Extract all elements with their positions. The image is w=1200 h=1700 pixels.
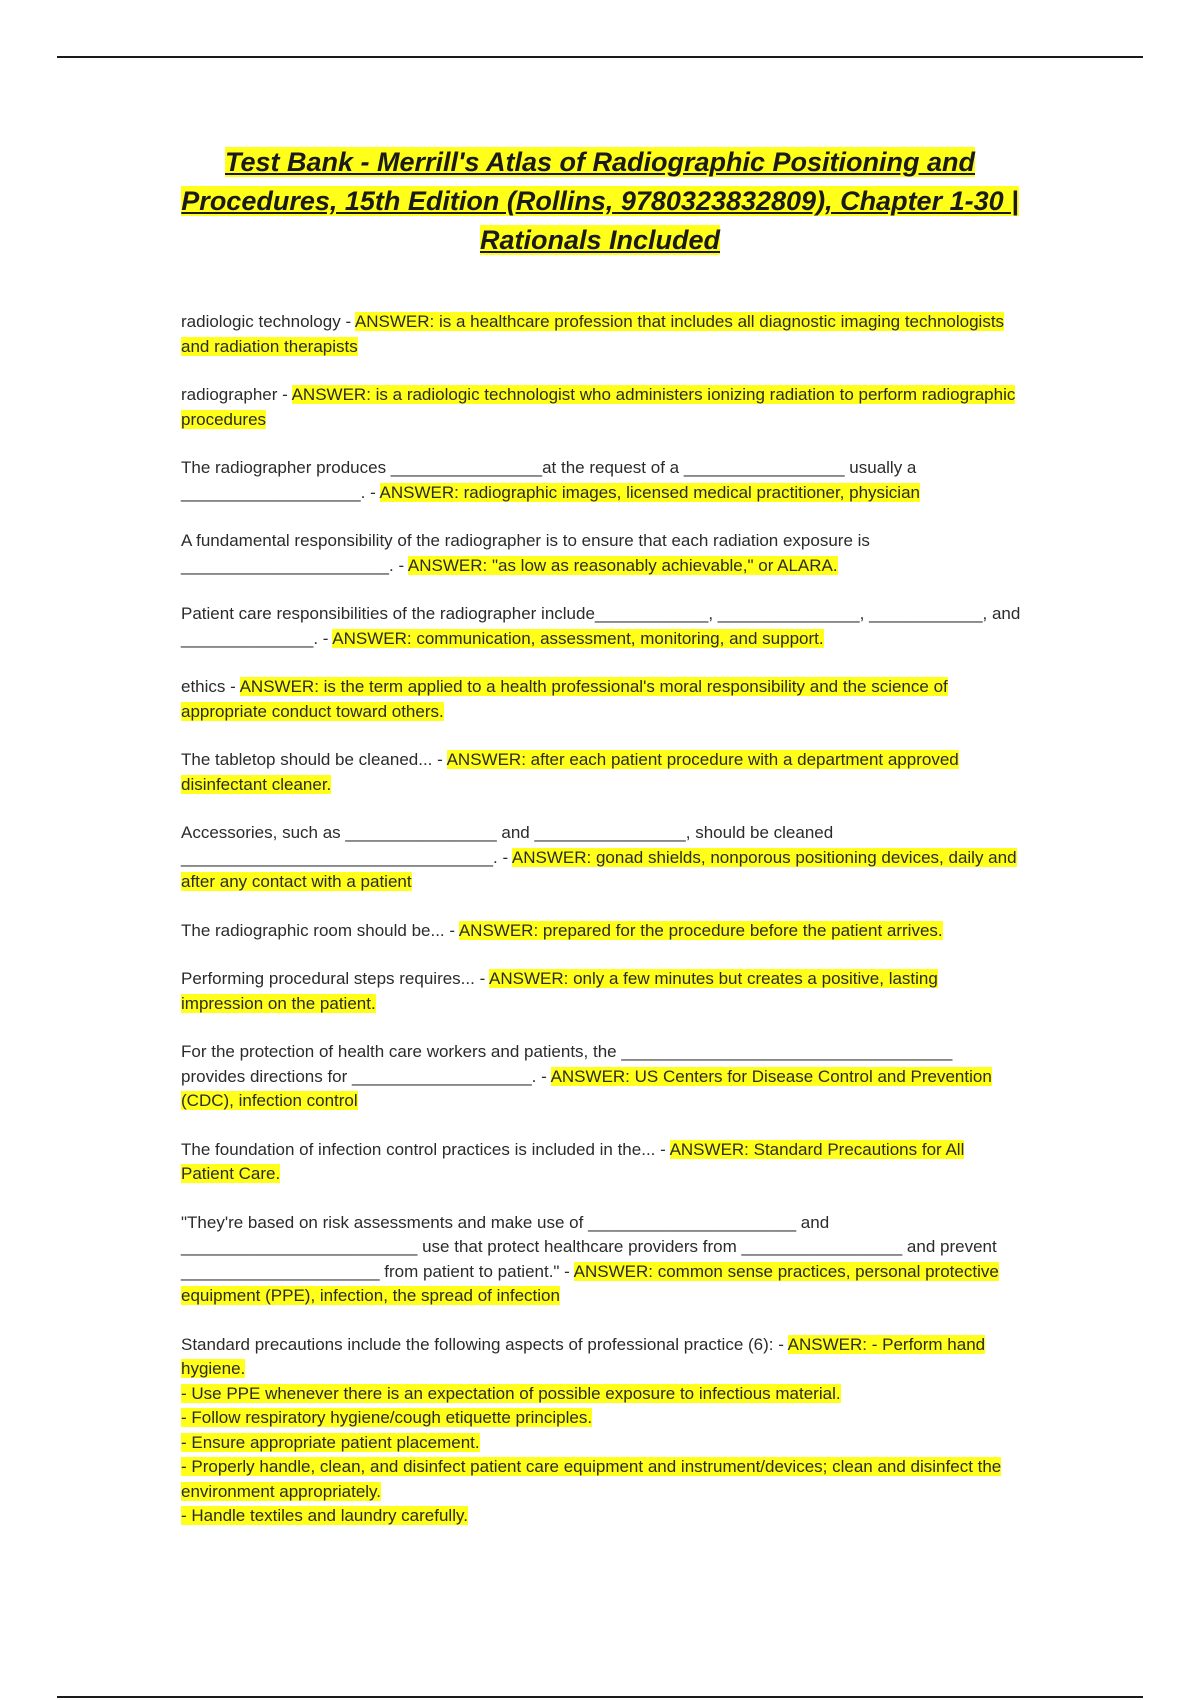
question-text: The tabletop should be cleaned... - bbox=[181, 750, 447, 769]
answer-text: ANSWER: Standard Precautions for All Patient Care. bbox=[181, 1139, 965, 1183]
question-text: Standard precautions include the following aspects of professional practice (6): - bbox=[181, 1334, 788, 1354]
answer-text: ANSWER: is a healthcare profession that includes all diagnostic imaging technologists and radiation therapists bbox=[181, 312, 1005, 356]
qa-item bbox=[181, 748, 1021, 797]
qa-item bbox=[181, 919, 1021, 944]
qa-item bbox=[181, 383, 1021, 432]
bottom-rule bbox=[57, 1696, 1143, 1698]
top-rule bbox=[57, 56, 1143, 58]
answer-text: ANSWER: is the term applied to a health professional's moral responsibility and the science of appropriate conduct toward others. bbox=[181, 677, 948, 721]
question-text: For the protection of health care workers and patients, the ___________________________________ provides directions for ___________________. - bbox=[181, 1042, 953, 1086]
answer-text: ANSWER: prepared for the procedure before the patient arrives. bbox=[458, 920, 943, 940]
question-text: radiologic technology - bbox=[181, 312, 355, 331]
answer-text: ANSWER: "as low as reasonably achievable," or ALARA. bbox=[407, 555, 838, 575]
qa-item bbox=[181, 529, 1021, 578]
document-title-text: Test Bank - Merrill's Atlas of Radiographic Positioning and Procedures, 15th Edition (Rollins, 9780323832809), Chapter 1-30 | Rationals Included bbox=[181, 147, 1019, 255]
answer-text: ANSWER: - Perform hand hygiene. - Use PPE whenever there is an expectation of possible exposure to infectious material. - Follow respiratory hygiene/cough etiquette principles. - Ensure appropriate patient placement. - Properly handle, clean, and disinfect patient care equipment and instrument/devices; clean and disinfect the environment appropriately. - Handle textiles and laundry carefully. bbox=[181, 1334, 1002, 1525]
question-text: Performing procedural steps requires... - bbox=[181, 969, 490, 988]
answer-text: ANSWER: after each patient procedure with a department approved disinfectant cleaner. bbox=[181, 750, 959, 794]
qa-item bbox=[181, 821, 1021, 895]
answer-text: ANSWER: communication, assessment, monitoring, and support. bbox=[332, 628, 824, 648]
qa-item bbox=[181, 602, 1021, 651]
answer-text: ANSWER: common sense practices, personal protective equipment (PPE), infection, the spread of infection bbox=[181, 1261, 999, 1305]
document-title bbox=[150, 143, 1050, 260]
question-text: Patient care responsibilities of the radiographer include____________, _______________, ____________, and ______________. - bbox=[181, 604, 1021, 648]
qa-item bbox=[181, 1138, 1021, 1187]
answer-text: ANSWER: is a radiologic technologist who administers ionizing radiation to perform radiographic procedures bbox=[181, 385, 1016, 429]
answer-text: ANSWER: only a few minutes but creates a positive, lasting impression on the patient. bbox=[181, 969, 938, 1013]
question-text: The radiographic room should be... - bbox=[181, 920, 459, 940]
qa-item bbox=[181, 675, 1021, 724]
question-text: A fundamental responsibility of the radiographer is to ensure that each radiation exposure is ______________________. - bbox=[181, 531, 870, 575]
question-answer-list bbox=[181, 310, 1021, 1553]
qa-item bbox=[181, 1333, 1021, 1529]
qa-item bbox=[181, 456, 1021, 505]
answer-text: ANSWER: US Centers for Disease Control and Prevention (CDC), infection control bbox=[181, 1066, 992, 1110]
question-text: The radiographer produces ________________at the request of a _________________ usually a ___________________. - bbox=[181, 458, 917, 502]
qa-item bbox=[181, 310, 1021, 359]
qa-item bbox=[181, 1211, 1021, 1309]
question-text: radiographer - bbox=[181, 385, 292, 404]
answer-text: ANSWER: gonad shields, nonporous positioning devices, daily and after any contact with a patient bbox=[181, 847, 1017, 891]
question-text: ethics - bbox=[181, 677, 240, 696]
question-text: The foundation of infection control practices is included in the... - bbox=[181, 1139, 670, 1159]
question-text: "They're based on risk assessments and make use of ______________________ and _________________________ use that protect healthcare providers from _________________ and prevent _____________________ from patient to patient." - bbox=[181, 1212, 997, 1281]
answer-text: ANSWER: radiographic images, licensed medical practitioner, physician bbox=[379, 482, 920, 502]
qa-item bbox=[181, 1040, 1021, 1114]
qa-item bbox=[181, 967, 1021, 1016]
question-text: Accessories, such as ________________ and ________________, should be cleaned _________________________________. - bbox=[181, 823, 834, 867]
